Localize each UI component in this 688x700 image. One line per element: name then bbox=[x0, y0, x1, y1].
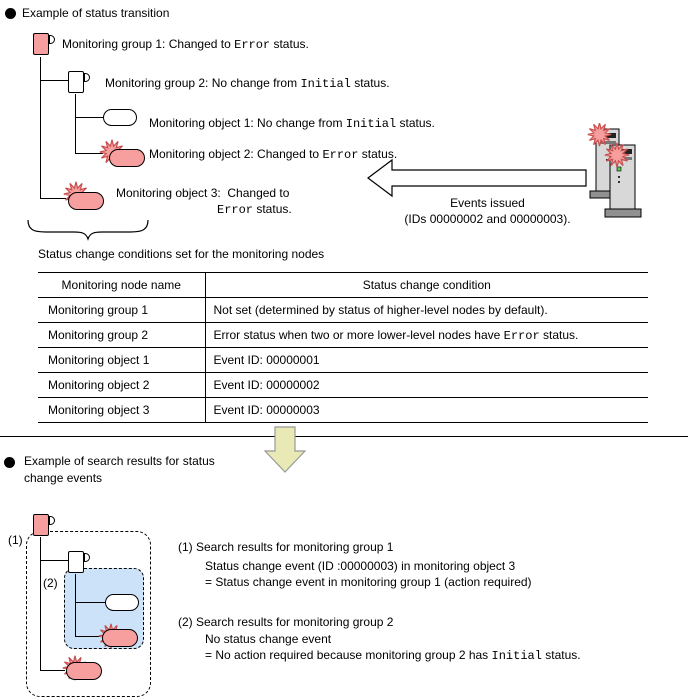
monitoring-object3-error-icon bbox=[61, 654, 111, 684]
cond-text: Not set (determined by status of higher-level nodes by default). bbox=[213, 302, 548, 317]
label-code: Error bbox=[217, 203, 254, 217]
result-code: Initial bbox=[491, 649, 542, 663]
object-pill bbox=[102, 629, 138, 647]
events-issued-caption bbox=[390, 195, 585, 227]
table-cell-condition bbox=[205, 348, 648, 373]
tree-line bbox=[40, 57, 41, 198]
label-code: Error bbox=[234, 38, 271, 52]
table-header-node-name: Monitoring node name bbox=[38, 273, 205, 298]
label-text: status. bbox=[358, 147, 398, 161]
flow-down-arrow bbox=[263, 426, 307, 474]
label-text: status. bbox=[350, 76, 390, 90]
section1-bullet-icon bbox=[5, 8, 16, 19]
monitoring-object1-initial-icon bbox=[103, 109, 137, 126]
cond-text: Event ID: 00000001 bbox=[213, 352, 320, 367]
tree-line bbox=[40, 537, 41, 670]
tree-line bbox=[40, 560, 68, 561]
table-cell-node-name: Monitoring object 3 bbox=[38, 398, 205, 423]
tree-label-group1 bbox=[62, 37, 309, 53]
object-pill bbox=[109, 149, 145, 167]
cond-text: status. bbox=[539, 327, 579, 342]
monitoring-group2-initial-icon bbox=[68, 71, 84, 93]
table-header-row bbox=[38, 273, 648, 298]
label-text: Monitoring group 2: No change from bbox=[105, 76, 301, 90]
result1-title: (1) Search results for monitoring group 1 bbox=[178, 540, 394, 554]
label-text: status. bbox=[253, 202, 292, 216]
table-cell-node-name: Monitoring object 1 bbox=[38, 348, 205, 373]
cond-text: Event ID: 00000003 bbox=[213, 402, 320, 417]
scope-label-1: (1) bbox=[8, 533, 23, 547]
label-code: Initial bbox=[345, 117, 397, 131]
label-code: Initial bbox=[300, 77, 351, 91]
table-cell-condition bbox=[205, 298, 648, 323]
table-row bbox=[38, 398, 648, 423]
table-row bbox=[38, 373, 648, 398]
monitoring-object1-icon bbox=[105, 594, 139, 611]
events-line2: (IDs 00000002 and 00000003). bbox=[404, 212, 571, 226]
table-cell-condition bbox=[205, 323, 648, 348]
tree-line bbox=[75, 94, 76, 154]
label-text: Monitoring object 2: Changed to bbox=[149, 147, 323, 161]
cond-code: Error bbox=[503, 328, 540, 343]
table-cell-node-name: Monitoring group 1 bbox=[38, 298, 205, 323]
scope-label-2: (2) bbox=[43, 576, 58, 590]
section1-title: Example of status transition bbox=[22, 6, 170, 20]
tree-label-group2 bbox=[105, 76, 390, 92]
server-towers-icon bbox=[580, 123, 646, 220]
cond-text: Event ID: 00000002 bbox=[213, 377, 320, 392]
object-pill bbox=[66, 662, 102, 680]
table-row bbox=[38, 348, 648, 373]
label-text: Monitoring object 1: No change from bbox=[149, 116, 346, 130]
result1-line1: Status change event (ID :00000003) in monitoring object 3 bbox=[205, 559, 516, 573]
monitoring-object2-error-icon bbox=[97, 622, 147, 652]
events-line1: Events issued bbox=[450, 196, 525, 210]
monitoring-group1-icon bbox=[33, 514, 49, 536]
table-cell-node-name: Monitoring group 2 bbox=[38, 323, 205, 348]
status-change-conditions-table bbox=[38, 272, 648, 423]
table-caption: Status change conditions set for the monitoring nodes bbox=[38, 247, 325, 261]
monitoring-object2-error-icon bbox=[98, 138, 148, 168]
result2-line2 bbox=[205, 648, 581, 664]
label-text: Monitoring group 1: Changed to bbox=[62, 37, 235, 51]
tree-label-object1 bbox=[149, 116, 435, 132]
tree-label-object3-line1: Monitoring object 3: Changed to bbox=[116, 186, 290, 200]
table-cell-node-name: Monitoring object 2 bbox=[38, 373, 205, 398]
tree-line bbox=[40, 80, 68, 81]
tree-line bbox=[75, 602, 106, 603]
section-divider-line bbox=[0, 436, 688, 437]
table-row bbox=[38, 323, 648, 348]
table-header-condition: Status change condition bbox=[362, 278, 491, 292]
table-cell-condition bbox=[205, 398, 648, 423]
section2-title: Example of search results for status change events bbox=[24, 454, 215, 485]
label-code: Error bbox=[322, 148, 359, 162]
table-cell-condition bbox=[205, 373, 648, 398]
result-text: = No action required because monitoring group 2 has bbox=[205, 648, 492, 662]
result2-title: (2) Search results for monitoring group 2 bbox=[178, 615, 394, 629]
cond-text: Error status when two or more lower-level nodes have bbox=[213, 327, 504, 342]
group-icon-tab bbox=[49, 35, 55, 44]
events-left-arrow bbox=[365, 158, 589, 198]
tree-line bbox=[75, 574, 76, 636]
tree-line bbox=[75, 117, 104, 118]
group-icon-tab bbox=[84, 73, 90, 82]
monitoring-group1-error-icon bbox=[33, 33, 49, 55]
monitoring-group2-icon bbox=[68, 551, 84, 573]
table-row bbox=[38, 298, 648, 323]
object-pill bbox=[68, 192, 104, 210]
result-text: status. bbox=[541, 648, 581, 662]
tree-label-object3-line2 bbox=[217, 202, 292, 218]
group-icon-tab bbox=[49, 516, 55, 525]
section2-bullet-icon bbox=[4, 457, 15, 468]
result1-line2: = Status change event in monitoring group 1 (action required) bbox=[205, 575, 532, 589]
underbrace bbox=[26, 218, 150, 242]
label-text: status. bbox=[270, 37, 309, 51]
monitoring-object3-error-icon bbox=[62, 180, 112, 212]
result2-line1: No status change event bbox=[205, 632, 332, 646]
label-text: status. bbox=[396, 116, 435, 130]
tree-label-object2 bbox=[149, 147, 397, 163]
